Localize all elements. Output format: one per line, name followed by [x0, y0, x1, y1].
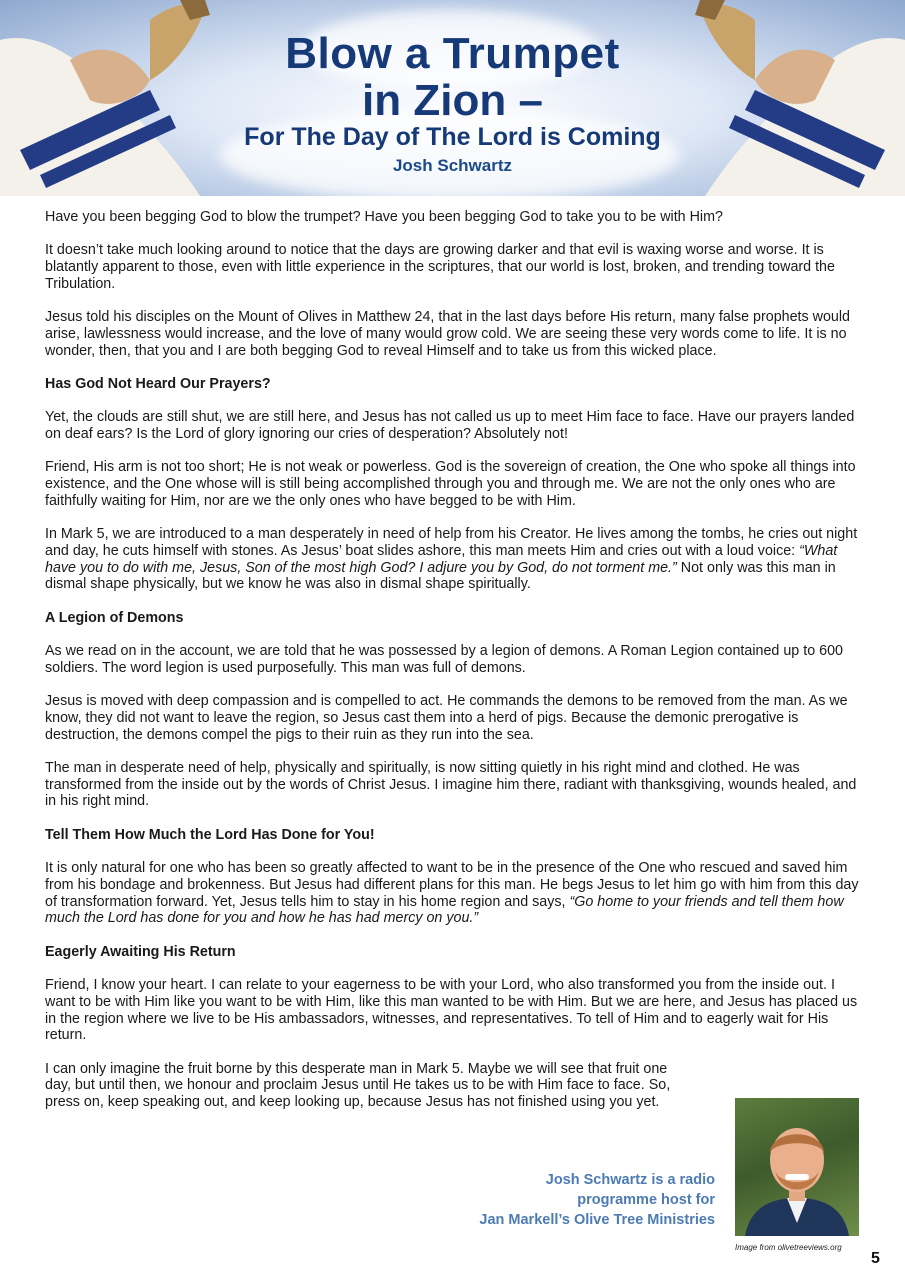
scripture-quote: “Go home to your friends and tell them how much the Lord has done for you and how he has had mercy on you.” [45, 893, 844, 927]
paragraph: Friend, His arm is not too short; He is not weak or powerless. God is the sovereign of creation, the One who spoke all things into existence, and the One whose will is still being accomplished through you and through me. We are not the only ones who are faithfully waiting for Him, nor are we the only ones who have begged to be with Him. [45, 459, 856, 509]
paragraph-text: In Mark 5, we are introduced to a man desperately in need of help from his Creator. He lives among the tombs, he cries out night and day, he cuts himself with stones. As Jesus’ boat slides ashore, this man meets Him and cries out with a loud voice: [45, 526, 858, 559]
title-block [0, 29, 905, 178]
bio-line: Jan Markell’s Olive Tree Ministries [479, 1212, 715, 1228]
paragraph: Have you been begging God to blow the trumpet? Have you been begging God to take you to be with Him? [45, 209, 723, 225]
paragraph [45, 860, 863, 927]
paragraph: It doesn’t take much looking around to notice that the days are growing darker and that evil is waxing worse and worse. It is blatantly apparent to those, even with little experience in the scriptures, that our world is lost, broken, and trending toward the Tribulation. [45, 242, 835, 292]
paragraph [45, 526, 863, 593]
section-heading: Eagerly Awaiting His Return [45, 943, 236, 960]
scripture-quote: “What have you to do with me, Jesus, Son of the most high God? I adjure you by God, do not torment me.” [45, 542, 838, 576]
section-heading: Has God Not Heard Our Prayers? [45, 375, 271, 392]
page-number: 5 [871, 1250, 880, 1267]
paragraph: Friend, I know your heart. I can relate to your eagerness to be with your Lord, who also transformed you from the inside out. I want to be with Him like you want to be with Him, like this man wanted to be with Him. But we are here, and Jesus has placed us in the region where we live to be His ambassadors, witnesses, and representatives. To tell of Him and to eagerly wait for His return. [45, 977, 858, 1044]
article-body [45, 209, 863, 1127]
paragraph: As we read on in the account, we are told that he was possessed by a legion of demons. A Roman Legion contained up to 600 soldiers. The word legion is used purposefully. This man was full of demons. [45, 643, 843, 676]
article-subtitle: For The Day of The Lord is Coming [244, 123, 661, 151]
article-title-line2: in Zion – [362, 76, 543, 125]
bio-line: Josh Schwartz is a radio [545, 1172, 715, 1188]
paragraph: The man in desperate need of help, physically and spiritually, is now sitting quietly in his right mind and clothed. He was transformed from the inside out by the words of Christ Jesus. I imagine him there, radiant with thanksgiving, wounds healed, and in his right mind. [45, 760, 857, 810]
paragraph: I can only imagine the fruit borne by this desperate man in Mark 5. Maybe we will see that fruit one day, but until then, we honour and proclaim Jesus until He takes us to be with Him face to face. So, press on, keep speaking out, and keep looking up, because Jesus has not finished using you yet. [45, 1060, 671, 1111]
paragraph-text: It is only natural for one who has been so greatly affected to want to be in the presence of the One who rescued and saved him from his bondage and brokenness. But Jesus had different plans for this man. He begs Jesus to let him go with him from this day of transformation forward. Yet, Jesus tells him to stay in his home region and says, [45, 860, 859, 910]
author-bio [430, 1170, 715, 1230]
section-heading: A Legion of Demons [45, 609, 184, 626]
paragraph-text: Not only was this man in dismal shape physically, but we know he was also in dismal shape spiritually. [45, 559, 836, 593]
article-title-line1: Blow a Trumpet [285, 29, 620, 78]
bio-line: programme host for [577, 1192, 715, 1208]
article-author: Josh Schwartz [392, 156, 513, 175]
section-heading: Tell Them How Much the Lord Has Done for You! [45, 826, 375, 843]
header-banner [0, 0, 905, 196]
paragraph: Yet, the clouds are still shut, we are still here, and Jesus has not called us up to meet Him face to face. Have our prayers landed on deaf ears? Is the Lord of glory ignoring our cries of desperation? Absolutely not! [45, 409, 855, 443]
author-photo [735, 1098, 859, 1236]
paragraph: Jesus told his disciples on the Mount of Olives in Matthew 24, that in the last days before His return, many false prophets would arise, lawlessness would increase, and the love of many would grow cold. We are seeing these very words come to life. It is no wonder, then, that you and I are both begging God to reveal Himself and to take us from this wicked place. [45, 309, 851, 359]
photo-credit: Image from olivetreeviews.org [735, 1243, 842, 1252]
paragraph: Jesus is moved with deep compassion and is compelled to act. He commands the demons to be removed from the man. As we know, they did not want to leave the region, so Jesus cast them into a herd of pigs. Because the demonic prerogative is destruction, the demons compel the pigs to their ruin as they run into the sea. [45, 693, 848, 743]
